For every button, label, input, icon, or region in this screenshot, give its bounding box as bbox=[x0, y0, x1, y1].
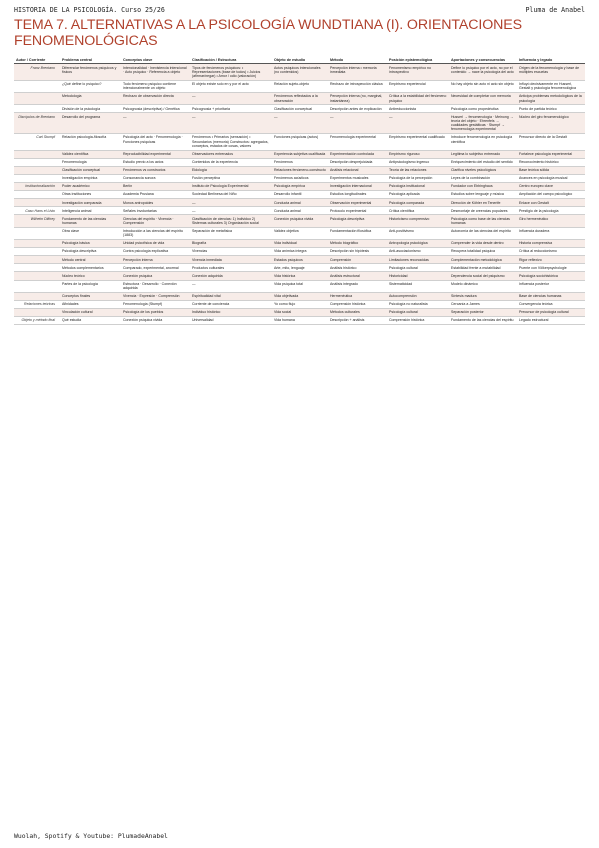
table-cell: Origen de la fenomenología y base de múltiples escuelas bbox=[517, 64, 585, 81]
table-cell: Husserl → fenomenología · Meinong → teoría del objeto · Ehrenfels → cualidades gestálticas · Stumpf → fenomenología experimental bbox=[449, 113, 517, 134]
table-cell: Espiritualidad vital bbox=[190, 292, 272, 300]
table-cell: Conexión psíquica bbox=[121, 272, 190, 280]
table-cell: Productos culturales bbox=[190, 264, 272, 272]
table-cell: Prestigio de la psicología bbox=[517, 207, 585, 215]
table-row bbox=[14, 308, 585, 316]
table-cell: Vida individual bbox=[272, 240, 328, 248]
table-cell: Conducta animal bbox=[272, 199, 328, 207]
table-cell: Percepción interna (no, marginal, instantánea) bbox=[328, 93, 387, 105]
table-cell: Psicología comparada bbox=[387, 199, 449, 207]
author-cell: Relaciones teóricas bbox=[14, 300, 60, 308]
column-header: Aportaciones y consecuencias bbox=[449, 57, 517, 64]
table-cell: Crítica a la estabilidad del fenómeno psíquico bbox=[387, 93, 449, 105]
table-cell: Comprensión bbox=[328, 256, 387, 264]
table-cell: Fenómenos bbox=[272, 158, 328, 166]
table-cell: Descripción sin hipótesis bbox=[328, 248, 387, 256]
table-cell: Clasificación de ciencias: 1) Individuo 2) Sistemas culturales 3) Organización social bbox=[190, 215, 272, 227]
table-cell: Desmontaje de creencias populares bbox=[449, 207, 517, 215]
table-cell: Comparado, experimental, anormal bbox=[121, 264, 190, 272]
table-cell: Estudios sobre lenguaje y música bbox=[449, 191, 517, 199]
column-header: Objeto de estudio bbox=[272, 57, 328, 64]
table-cell: — bbox=[190, 93, 272, 105]
table-cell: Unidad psicofísica de vida bbox=[121, 240, 190, 248]
table-cell: Afinidades bbox=[60, 300, 121, 308]
author-cell: Objeto y método final bbox=[14, 317, 60, 325]
table-cell: Sociedad Berlinesa del Niño bbox=[190, 191, 272, 199]
table-cell: Fenómenos • Primarios (sensación) • Secundarios (memoria) Constructos: agregados, conceptos, estados de cosas, valores bbox=[190, 134, 272, 151]
table-cell: — bbox=[272, 113, 328, 134]
table-row bbox=[14, 199, 585, 207]
table-cell: Convergencia teórica bbox=[517, 300, 585, 308]
table-cell: Vida objetivada bbox=[272, 292, 328, 300]
table-cell: Vida humana bbox=[272, 317, 328, 325]
author-cell bbox=[14, 105, 60, 113]
table-cell: Comprensión histórica bbox=[328, 300, 387, 308]
table-cell: Funciones psíquicas (actos) bbox=[272, 134, 328, 151]
table-cell: Puente con Völkerpsychologie bbox=[517, 264, 585, 272]
table-cell: Comprensión histórica bbox=[387, 317, 449, 325]
summary-table bbox=[14, 57, 585, 325]
table-row bbox=[14, 105, 585, 113]
table-cell: — bbox=[387, 113, 449, 134]
table-cell: Validez científica bbox=[60, 150, 121, 158]
table-cell: Legado estructural bbox=[517, 317, 585, 325]
table-cell: Fenomenología experimental bbox=[328, 134, 387, 151]
table-cell: Actos psíquicos intencionales (no contenidos) bbox=[272, 64, 328, 81]
table-cell: Conducta animal bbox=[272, 207, 328, 215]
page-title: TEMA 7. ALTERNATIVAS A LA PSICOLOGÍA WUNDTIANA (I). ORIENTACIONES FENOMENOLÓGICAS bbox=[14, 17, 523, 49]
table-cell: Teoría de las relaciones bbox=[387, 166, 449, 174]
table-cell: Autocomprensión bbox=[387, 292, 449, 300]
author-cell bbox=[14, 199, 60, 207]
table-cell: Intencionalidad · Inexistencia intencional · Acto psíquico · Referencia a objeto bbox=[121, 64, 190, 81]
table-cell: Fundador con Ebbinghaus bbox=[449, 183, 517, 191]
table-cell: Sistematicidad bbox=[387, 280, 449, 292]
table-cell: Antipsicologismo ingenuo bbox=[387, 158, 449, 166]
author-cell bbox=[14, 158, 60, 166]
table-cell: — bbox=[121, 113, 190, 134]
table-cell: Estudios longitudinales bbox=[328, 191, 387, 199]
table-cell: Separación posterior bbox=[449, 308, 517, 316]
table-cell: Otras instituciones bbox=[60, 191, 121, 199]
column-header: Autor / Corriente bbox=[14, 57, 60, 64]
table-cell: Psicología como base de las ciencias humanas bbox=[449, 215, 517, 227]
table-cell: Berlín bbox=[121, 183, 190, 191]
table-cell: Fenomenología (Stumpf) bbox=[121, 300, 190, 308]
table-cell: Necesidad de completar con memoria bbox=[449, 93, 517, 105]
author-cell: Wilhelm Dilthey bbox=[14, 215, 60, 227]
table-cell: Complementación metodológica bbox=[449, 256, 517, 264]
table-row bbox=[14, 80, 585, 92]
table-cell: Fundamento de las ciencias humanas bbox=[60, 215, 121, 227]
document-footer: Wuolah, Spotify & Youtube: PlumadeAnabel bbox=[14, 832, 168, 840]
author-cell bbox=[14, 174, 60, 182]
table-row bbox=[14, 215, 585, 227]
table-cell: Observadores entrenados bbox=[190, 150, 272, 158]
table-cell: Análisis relacional bbox=[328, 166, 387, 174]
table-cell: — bbox=[190, 199, 272, 207]
table-cell: Señales involuntarias bbox=[121, 207, 190, 215]
table-cell: Fundamento de las ciencias del espíritu bbox=[449, 317, 517, 325]
table-row bbox=[14, 280, 585, 292]
table-body bbox=[14, 64, 585, 325]
table-cell: Protocolo experimental bbox=[328, 207, 387, 215]
table-cell: Fenómenos reflectados a la observación bbox=[272, 93, 328, 105]
table-cell: Observación experimental bbox=[328, 199, 387, 207]
table-cell: Psicología sociohistórica bbox=[517, 272, 585, 280]
table-cell: Antireduccionista bbox=[387, 105, 449, 113]
table-cell: Descripción desprejuiciada bbox=[328, 158, 387, 166]
table-cell: Obra clave bbox=[60, 227, 121, 239]
table-cell: Fenomenismo empírico no introspectivo bbox=[387, 64, 449, 81]
table-cell: Fenomenología bbox=[60, 158, 121, 166]
table-cell: Investigación comparada bbox=[60, 199, 121, 207]
table-cell: Fundamentación filosófica bbox=[328, 227, 387, 239]
table-cell: Influyó decisivamente en Husserl, Gestalt y psicología fenomenológica bbox=[517, 80, 585, 92]
table-cell: Psicología básica bbox=[60, 240, 121, 248]
author-cell bbox=[14, 80, 60, 92]
document-header-author: Pluma de Anabel bbox=[525, 6, 585, 14]
table-header-row bbox=[14, 57, 585, 64]
table-cell: Giro hermenéutico bbox=[517, 215, 585, 227]
table-cell: Historicismo comprensivo bbox=[387, 215, 449, 227]
author-cell bbox=[14, 227, 60, 239]
table-cell: Vida anímica íntegra bbox=[272, 248, 328, 256]
author-cell bbox=[14, 93, 60, 105]
table-cell: Anti-asociacionismo bbox=[387, 248, 449, 256]
column-header: Influencia y legado bbox=[517, 57, 585, 64]
table-cell: Influencia duradera bbox=[517, 227, 585, 239]
table-cell: — bbox=[190, 113, 272, 134]
table-cell: Rechazo de introspección clásica bbox=[328, 80, 387, 92]
table-cell: Clasificación conceptual bbox=[60, 166, 121, 174]
document-header-course: HISTORIA DE LA PSICOLOGÍA. Curso 25/26 bbox=[14, 6, 165, 14]
table-cell: Instituto de Psicología Experimental bbox=[190, 183, 272, 191]
table-row bbox=[14, 300, 585, 308]
table-cell: Desarrollo del programa bbox=[60, 113, 121, 134]
author-cell bbox=[14, 191, 60, 199]
summary-table-container bbox=[14, 57, 585, 325]
table-cell: Métodos culturales bbox=[328, 308, 387, 316]
table-cell: Poder académico bbox=[60, 183, 121, 191]
table-cell: Percepción interna • memoria inmediata bbox=[328, 64, 387, 81]
table-cell: Introducción a las ciencias del espíritu (1883) bbox=[121, 227, 190, 239]
table-cell: Legitima lo subjetivo entrenado bbox=[449, 150, 517, 158]
table-cell: Inteligencia animal bbox=[60, 207, 121, 215]
table-cell: Experimentación controlada bbox=[328, 150, 387, 158]
table-cell: Anticipa problemas metodológicos de la psicología bbox=[517, 93, 585, 105]
table-cell: Conceptos finales bbox=[60, 292, 121, 300]
author-cell bbox=[14, 248, 60, 256]
table-cell: Ampliación del campo psicológico bbox=[517, 191, 585, 199]
author-cell: Caso Hans el Listo bbox=[14, 207, 60, 215]
table-cell: Psicología del acto · Fenomenología · Funciones psíquicas bbox=[121, 134, 190, 151]
table-cell: Base teórica sólida bbox=[517, 166, 585, 174]
table-cell: Universalidad bbox=[190, 317, 272, 325]
table-cell: Enlace con Gestalt bbox=[517, 199, 585, 207]
table-row bbox=[14, 292, 585, 300]
column-header: Conceptos clave bbox=[121, 57, 190, 64]
table-cell: Introduce fenomenología en psicología científica bbox=[449, 134, 517, 151]
author-cell bbox=[14, 166, 60, 174]
table-cell: Psicología cultural bbox=[387, 264, 449, 272]
table-row bbox=[14, 64, 585, 81]
table-cell: Modelo dinámico bbox=[449, 280, 517, 292]
table-row bbox=[14, 264, 585, 272]
table-cell: Crítica al reduccionismo bbox=[517, 248, 585, 256]
table-cell: Leyes de la combinación bbox=[449, 174, 517, 182]
table-cell: Cercanía a James bbox=[449, 300, 517, 308]
author-cell: Institucionalización bbox=[14, 183, 60, 191]
author-cell: Carl Stumpf bbox=[14, 134, 60, 151]
table-cell: Estabilidad frente a mutabilidad bbox=[449, 264, 517, 272]
table-cell: Validez objetiva bbox=[272, 227, 328, 239]
table-cell: Descripción antes de explicación bbox=[328, 105, 387, 113]
table-row bbox=[14, 227, 585, 239]
table-cell: Reconocimiento histórico bbox=[517, 158, 585, 166]
table-cell: Precursor de psicología cultural bbox=[517, 308, 585, 316]
table-cell: Vivencia inmediata bbox=[190, 256, 272, 264]
table-cell: Método central bbox=[60, 256, 121, 264]
table-cell: Hermenéutica bbox=[328, 292, 387, 300]
table-cell: Análisis histórico bbox=[328, 264, 387, 272]
table-cell: — bbox=[190, 280, 272, 292]
table-cell: Psicología de la percepción bbox=[387, 174, 449, 182]
table-cell: Ciencias del espíritu · Vivencia · Comprensión bbox=[121, 215, 190, 227]
table-cell: Define lo psíquico por el acto, no por el contenido → nace la psicología del acto bbox=[449, 64, 517, 81]
table-cell: Clarifica niveles psicológicos bbox=[449, 166, 517, 174]
table-cell: Dependencia social del psiquismo bbox=[449, 272, 517, 280]
table-cell: Rechazo de observación directa bbox=[121, 93, 190, 105]
table-cell: Investigación internacional bbox=[328, 183, 387, 191]
table-cell: Reproducibilidad experimental bbox=[121, 150, 190, 158]
author-cell bbox=[14, 308, 60, 316]
author-cell bbox=[14, 150, 60, 158]
table-cell: El objeto existe solo en y por el acto bbox=[190, 80, 272, 92]
table-cell: Fenómenos vs constructos bbox=[121, 166, 190, 174]
author-cell bbox=[14, 280, 60, 292]
table-cell: Precursor directo de la Gestalt bbox=[517, 134, 585, 151]
table-cell: Yo como flujo bbox=[272, 300, 328, 308]
table-cell: Rigor reflexivo bbox=[517, 256, 585, 264]
table-cell: Investigación empírica bbox=[60, 174, 121, 182]
table-cell: Fusión perceptiva bbox=[190, 174, 272, 182]
table-cell: Consonancia sonora bbox=[121, 174, 190, 182]
table-cell: Conexión psíquica vivida bbox=[272, 215, 328, 227]
table-cell: Comprender la vida desde dentro bbox=[449, 240, 517, 248]
table-row bbox=[14, 183, 585, 191]
table-cell: Tipos de fenómenos psíquicos: • Representaciones (base de todos) • Juicios (afirmar/negar) • Amor / odio (valoración) bbox=[190, 64, 272, 81]
table-cell: Núcleo teórico bbox=[60, 272, 121, 280]
table-cell: División de la psicología bbox=[60, 105, 121, 113]
table-cell: Desarrollo infantil bbox=[272, 191, 328, 199]
table-cell: Fenómenos acústicos bbox=[272, 174, 328, 182]
table-row bbox=[14, 272, 585, 280]
table-cell: Síntesis madura bbox=[449, 292, 517, 300]
table-cell: Contenidos de la experiencia bbox=[190, 158, 272, 166]
table-cell: Relación psicología-filosofía bbox=[60, 134, 121, 151]
table-cell: Antropología psicológica bbox=[387, 240, 449, 248]
table-cell: Vida social bbox=[272, 308, 328, 316]
author-cell bbox=[14, 292, 60, 300]
table-cell: Arte, mito, lenguaje bbox=[272, 264, 328, 272]
table-cell: Psicología institucional bbox=[387, 183, 449, 191]
column-header: Posición epistemológica bbox=[387, 57, 449, 64]
table-cell: Psicología empírica bbox=[272, 183, 328, 191]
table-cell: Recupera totalidad psíquica bbox=[449, 248, 517, 256]
table-cell: Métodos complementarios bbox=[60, 264, 121, 272]
table-cell: Clasificación conceptual bbox=[272, 105, 328, 113]
table-cell: Análisis integrado bbox=[328, 280, 387, 292]
table-cell: Descripción + análisis bbox=[328, 317, 387, 325]
author-cell: Discípulos de Brentano bbox=[14, 113, 60, 134]
table-cell: Academia Prusiana bbox=[121, 191, 190, 199]
table-cell: Empirismo riguroso bbox=[387, 150, 449, 158]
table-cell: Psicognosia (descriptiva) / Genética bbox=[121, 105, 190, 113]
table-row bbox=[14, 317, 585, 325]
table-cell: Limitaciones reconocidas bbox=[387, 256, 449, 264]
table-cell: Vinculación cultural bbox=[60, 308, 121, 316]
table-cell: Biografía bbox=[190, 240, 272, 248]
author-cell bbox=[14, 264, 60, 272]
table-cell: Separación de metafísica bbox=[190, 227, 272, 239]
column-header: Método bbox=[328, 57, 387, 64]
table-cell: Estados psíquicos bbox=[272, 256, 328, 264]
table-cell: Crítica científica bbox=[387, 207, 449, 215]
table-cell: Avances en psicología musical bbox=[517, 174, 585, 182]
table-cell: Historia comprensiva bbox=[517, 240, 585, 248]
table-cell: Diferenciar fenómenos psíquicos y físicos bbox=[60, 64, 121, 81]
table-cell: Vivencias bbox=[190, 248, 272, 256]
table-cell: Vida psíquica total bbox=[272, 280, 328, 292]
table-cell: Todo fenómeno psíquico contiene intencionalmente un objeto bbox=[121, 80, 190, 92]
table-cell: Análisis estructural bbox=[328, 272, 387, 280]
table-cell: No hay objeto sin acto ni acto sin objeto bbox=[449, 80, 517, 92]
table-cell: Psicología como propedéutica bbox=[449, 105, 517, 113]
table-cell: Empirismo experiencial bbox=[387, 80, 449, 92]
table-row bbox=[14, 93, 585, 105]
table-row bbox=[14, 134, 585, 151]
table-row bbox=[14, 207, 585, 215]
author-cell: Franz Brentano bbox=[14, 64, 60, 81]
table-cell: Historicidad bbox=[387, 272, 449, 280]
table-row bbox=[14, 191, 585, 199]
table-cell: Empirismo experimental cualificado bbox=[387, 134, 449, 151]
table-cell: Psicología descriptiva bbox=[60, 248, 121, 256]
column-header: Clasificación / Estructura bbox=[190, 57, 272, 64]
table-cell: Experimentos musicales bbox=[328, 174, 387, 182]
table-cell: Punto de partida teórico bbox=[517, 105, 585, 113]
table-cell: Relaciones fenómeno-constructo bbox=[272, 166, 328, 174]
table-cell: Relación sujeto-objeto bbox=[272, 80, 328, 92]
table-cell: Psicología cultural bbox=[387, 308, 449, 316]
author-cell bbox=[14, 240, 60, 248]
table-cell: Base de ciencias humanas bbox=[517, 292, 585, 300]
table-cell: Centro europeo clave bbox=[517, 183, 585, 191]
table-cell: ¿Qué define lo psíquico? bbox=[60, 80, 121, 92]
table-cell: Método biográfico bbox=[328, 240, 387, 248]
table-cell: Influencia posterior bbox=[517, 280, 585, 292]
table-cell: Enriquecimiento del estudio del sentido bbox=[449, 158, 517, 166]
table-cell: Partes de la psicología bbox=[60, 280, 121, 292]
table-row bbox=[14, 256, 585, 264]
table-cell: Corriente de conciencia bbox=[190, 300, 272, 308]
table-cell: — bbox=[328, 113, 387, 134]
table-cell: Experiencia subjetiva cualificada bbox=[272, 150, 328, 158]
table-cell: Metodología bbox=[60, 93, 121, 105]
table-cell: Qué estudia bbox=[60, 317, 121, 325]
table-cell: Psicognosia + prioritaria bbox=[190, 105, 272, 113]
table-cell: Psicología no naturalista bbox=[387, 300, 449, 308]
table-cell: Estudio previo a los actos bbox=[121, 158, 190, 166]
table-cell: Psicología de los pueblos bbox=[121, 308, 190, 316]
table-cell: Anti-positivismo bbox=[387, 227, 449, 239]
table-row bbox=[14, 166, 585, 174]
table-cell: Psicología aplicada bbox=[387, 191, 449, 199]
table-cell: Vida histórica bbox=[272, 272, 328, 280]
table-cell: Conexión psíquica vivida bbox=[121, 317, 190, 325]
table-cell: Vivencia · Expresión · Comprensión bbox=[121, 292, 190, 300]
table-row bbox=[14, 150, 585, 158]
table-cell: Núcleo del giro fenomenológico bbox=[517, 113, 585, 134]
table-cell: Autonomía de las ciencias del espíritu bbox=[449, 227, 517, 239]
table-cell: Contra psicología explicativa bbox=[121, 248, 190, 256]
author-cell bbox=[14, 272, 60, 280]
table-cell: Percepción interna bbox=[121, 256, 190, 264]
table-row bbox=[14, 113, 585, 134]
author-cell bbox=[14, 256, 60, 264]
table-row bbox=[14, 158, 585, 166]
table-row bbox=[14, 248, 585, 256]
table-cell: Estructura · Desarrollo · Conexión adquirida bbox=[121, 280, 190, 292]
table-row bbox=[14, 174, 585, 182]
table-row bbox=[14, 240, 585, 248]
table-cell: Individuo histórico bbox=[190, 308, 272, 316]
table-cell: Eidología bbox=[190, 166, 272, 174]
table-cell: — bbox=[190, 207, 272, 215]
table-cell: Psicología descriptiva bbox=[328, 215, 387, 227]
table-cell: Conexión adquirida bbox=[190, 272, 272, 280]
column-header: Problema central bbox=[60, 57, 121, 64]
table-cell: Dirección de Köhler en Tenerife bbox=[449, 199, 517, 207]
table-cell: Fortalece psicología experimental bbox=[517, 150, 585, 158]
table-cell: Monos antropoides bbox=[121, 199, 190, 207]
